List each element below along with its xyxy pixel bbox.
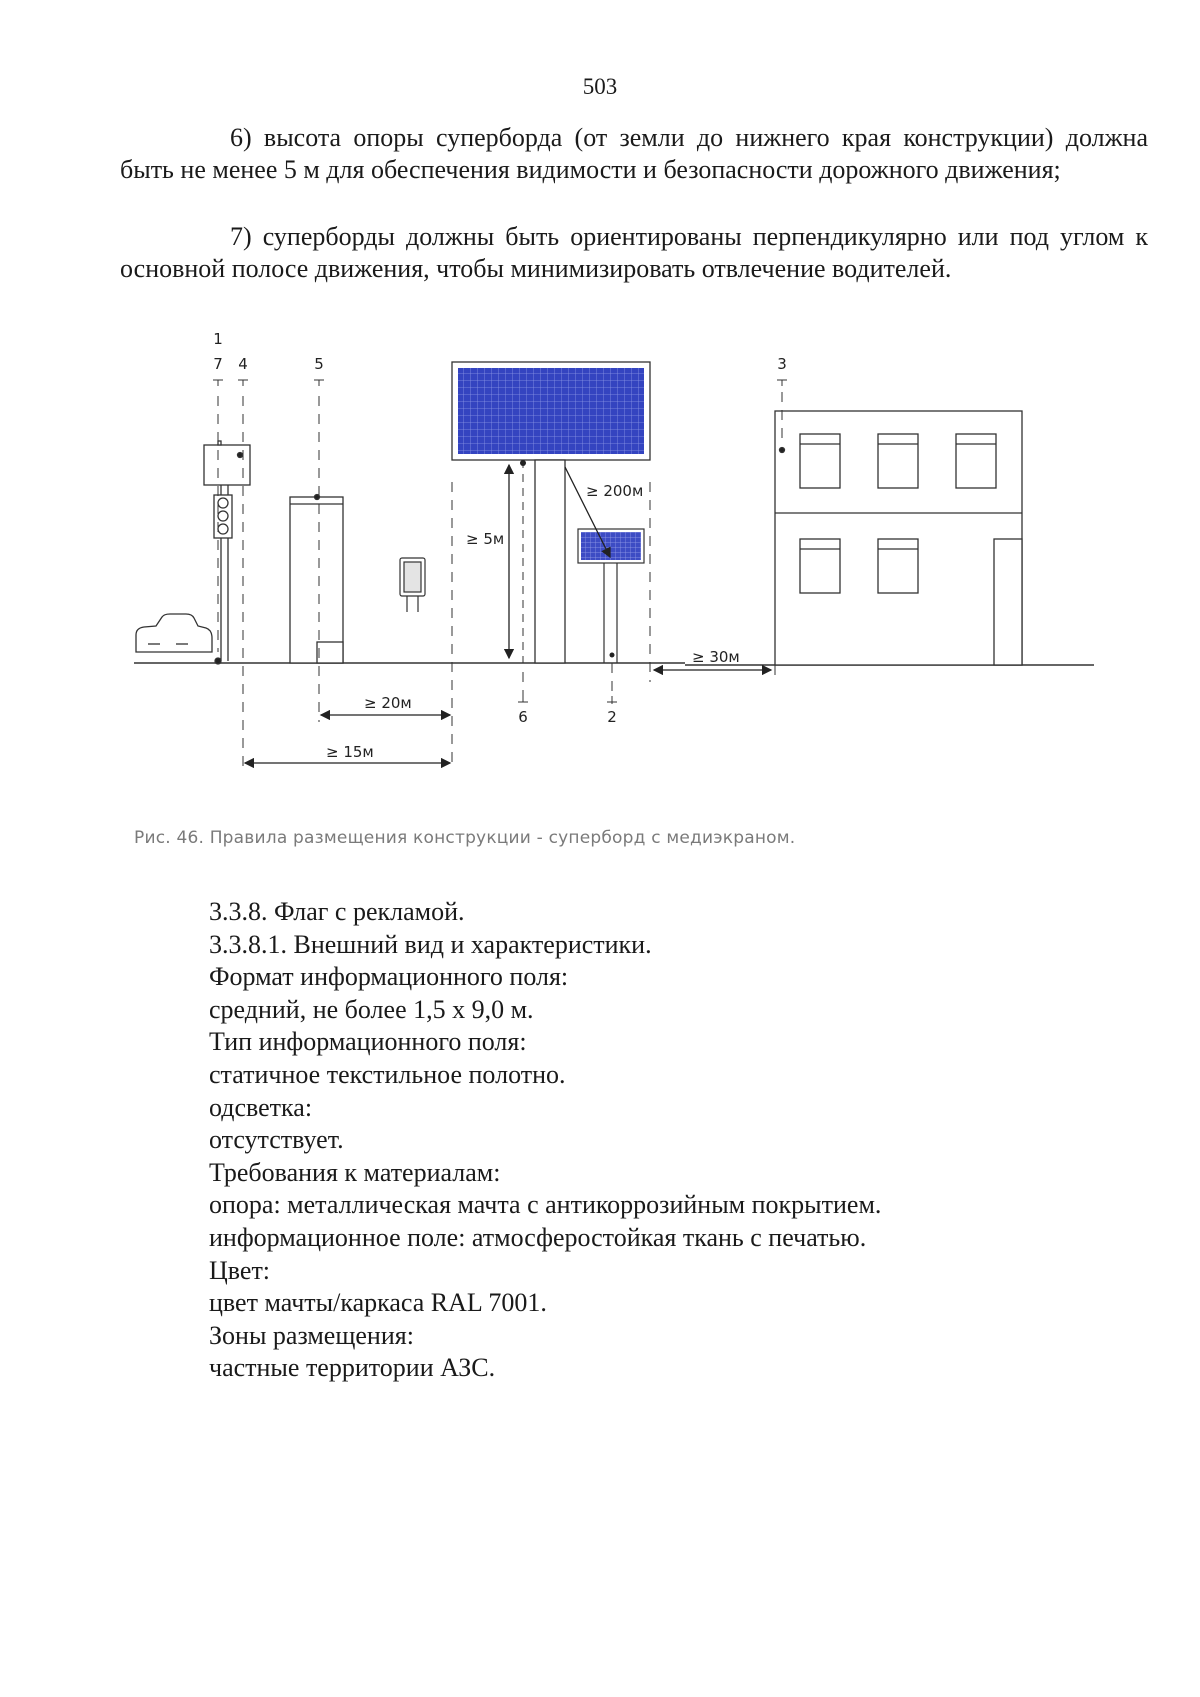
callout-6: 6 — [518, 708, 528, 726]
spec-value-format: средний, не более 1,5 х 9,0 м. — [209, 994, 534, 1024]
height-label: ≥ 5м — [466, 530, 505, 548]
spec-value-lighting: отсутствует. — [209, 1125, 344, 1155]
spec-label-lighting: одсветка: — [209, 1092, 313, 1122]
spec-label-field-type: Тип информационного поля: — [209, 1027, 527, 1057]
spec-label-materials: Требования к материалам: — [209, 1157, 501, 1187]
callout-7: 7 — [213, 355, 223, 373]
spec-label-format: Формат информационного поля: — [209, 962, 569, 992]
distance-200-label: ≥ 200м — [586, 482, 644, 500]
figure-caption: Рис. 46. Правила размещения конструкции - суперборд с медиэкраном. — [134, 828, 796, 848]
placement-diagram — [120, 330, 1100, 822]
spec-value-zones: частные территории АЗС. — [209, 1353, 496, 1383]
callout-3: 3 — [777, 355, 787, 373]
media-screen — [458, 368, 644, 454]
placement-diagram-svg — [120, 330, 1100, 822]
flag-advertising-section — [209, 896, 1109, 1385]
spec-value-field-type: статичное текстильное полотно. — [209, 1059, 566, 1089]
page-number: 503 — [582, 74, 618, 99]
paragraph-item-6: 6) высота опоры суперборда (от земли до нижнего края конструкции) должна быть не менее 5 м для обеспечения видимости и безопасности дорожного движения; — [120, 123, 1148, 184]
callout-2: 2 — [607, 708, 617, 726]
paragraph-item-7: 7) суперборды должны быть ориентированы перпендикулярно или под углом к основной полосе движения, чтобы минимизировать отвлечение водителей. — [120, 222, 1148, 283]
small-media-screen — [578, 529, 644, 663]
subsection-heading: 3.3.8.1. Внешний вид и характеристики. — [209, 929, 652, 959]
spec-value-support: опора: металлическая мачта с антикоррозийным покрытием. — [209, 1190, 882, 1220]
car-icon — [136, 614, 212, 652]
distance-20-label: ≥ 20м — [364, 694, 412, 712]
section-heading: 3.3.8. Флаг с рекламой. — [209, 897, 465, 926]
building — [775, 411, 1022, 665]
spec-value-info-field: информационное поле: атмосферостойкая ткань с печатью. — [209, 1222, 867, 1252]
pavilion — [290, 495, 343, 664]
spec-label-color: Цвет: — [209, 1255, 271, 1285]
citylight-box — [400, 558, 425, 612]
superboard — [452, 362, 650, 663]
spec-value-color: цвет мачты/каркаса RAL 7001. — [209, 1288, 547, 1318]
distance-15-label: ≥ 15м — [326, 743, 374, 761]
distance-30-label: ≥ 30м — [692, 648, 740, 666]
callout-1: 1 — [213, 330, 223, 348]
callout-5: 5 — [314, 355, 324, 373]
spec-label-zones: Зоны размещения: — [209, 1320, 414, 1350]
callout-4: 4 — [238, 355, 248, 373]
